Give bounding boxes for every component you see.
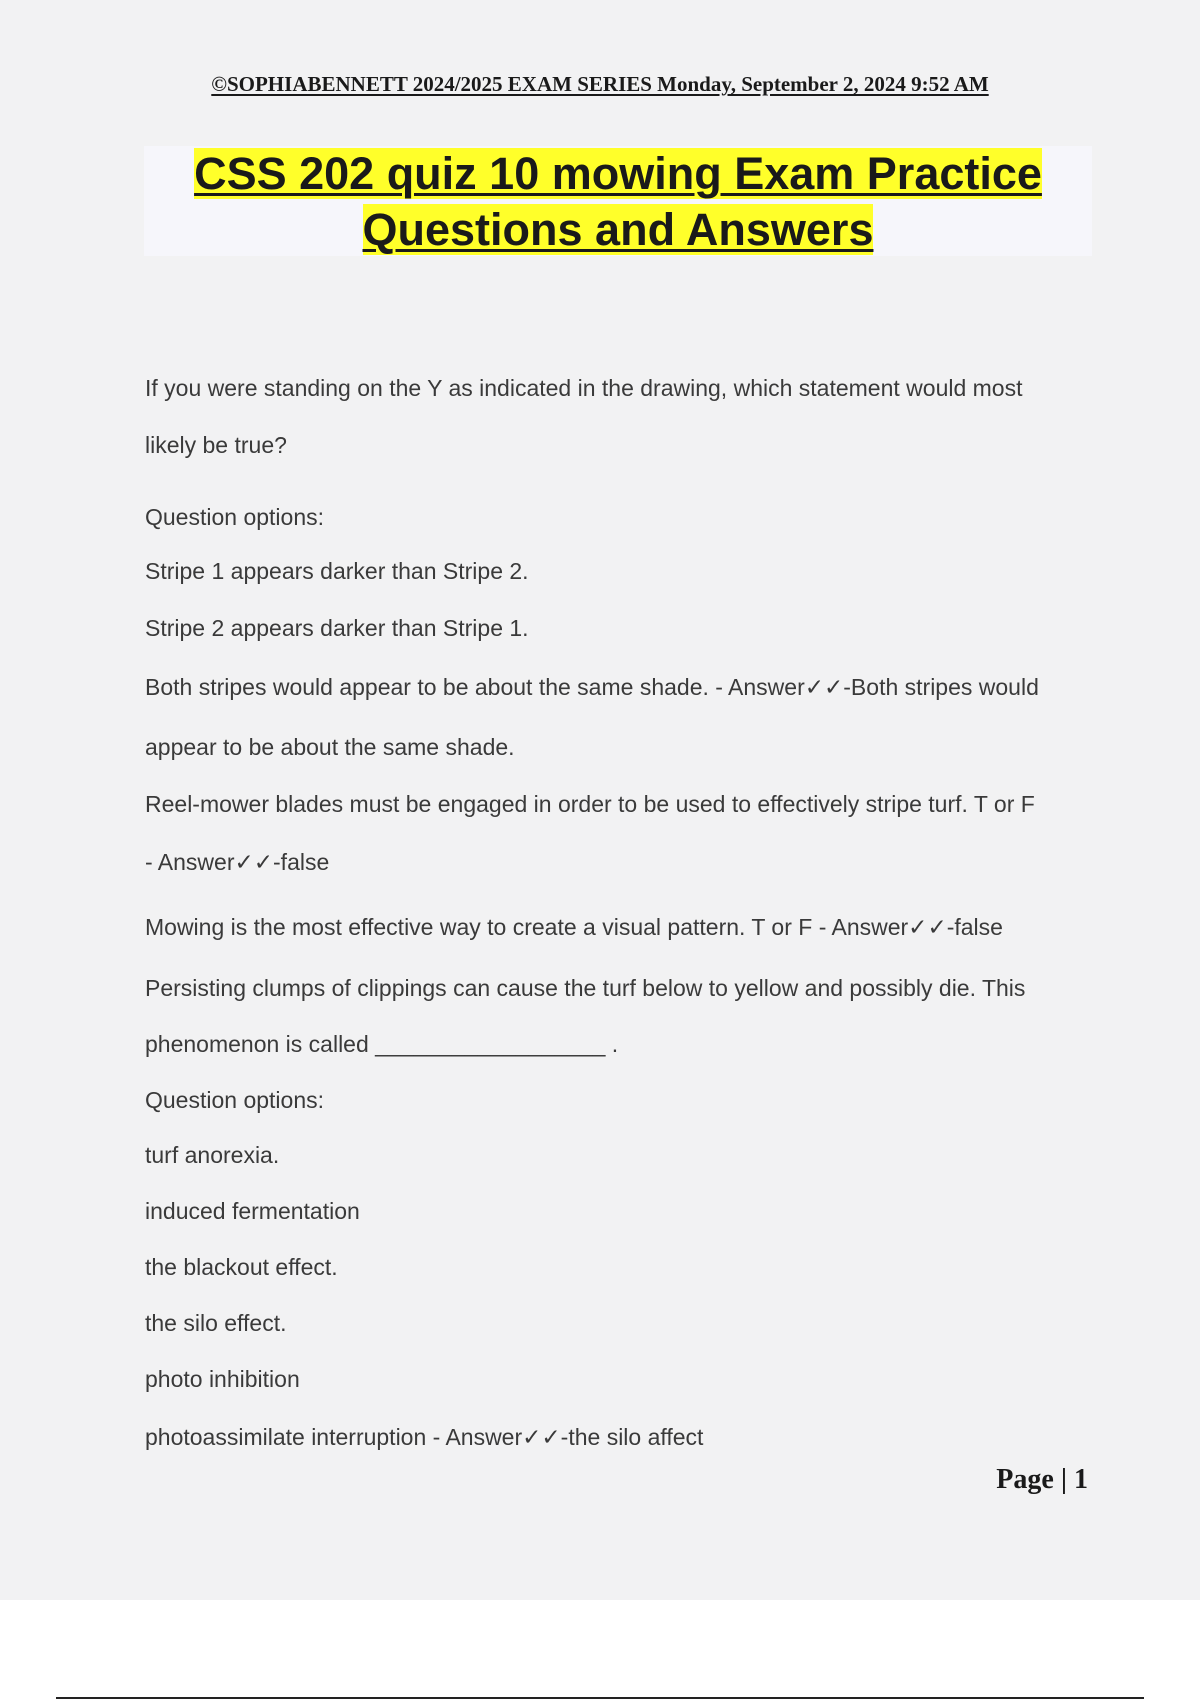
text-line: Question options:	[145, 504, 325, 530]
text-line: phenomenon is called __________________ .	[145, 1031, 619, 1057]
text-line: induced fermentation	[145, 1198, 360, 1224]
text-line: Reel-mower blades must be engaged in order to be used to effectively stripe turf. T or F	[145, 791, 1035, 817]
document-title	[144, 146, 1092, 256]
bottom-divider	[56, 1697, 1144, 1699]
text-line: appear to be about the same shade.	[145, 734, 515, 760]
document-header: ©SOPHIABENNETT 2024/2025 EXAM SERIES Monday, September 2, 2024 9:52 AM	[211, 72, 989, 96]
text-line: Stripe 1 appears darker than Stripe 2.	[145, 558, 529, 584]
text-line: the silo effect.	[145, 1310, 287, 1336]
text-line: Both stripes would appear to be about the same shade. - Answer✓✓-Both stripes would	[145, 674, 1039, 700]
text-line: If you were standing on the Y as indicated in the drawing, which statement would most	[145, 375, 1023, 401]
title-line-2: Questions and Answers	[362, 204, 874, 255]
text-line: photoassimilate interruption - Answer✓✓-the silo affect	[145, 1424, 704, 1450]
page-number: Page | 1	[996, 1464, 1088, 1495]
text-line: Question options:	[145, 1087, 325, 1113]
text-line: - Answer✓✓-false	[145, 849, 330, 875]
title-line-1: CSS 202 quiz 10 mowing Exam Practice	[194, 148, 1042, 199]
text-line: likely be true?	[145, 432, 287, 458]
text-line: the blackout effect.	[145, 1254, 338, 1280]
text-line: Persisting clumps of clippings can cause the turf below to yellow and possibly die. This	[145, 975, 1026, 1001]
text-line: Mowing is the most effective way to create a visual pattern. T or F - Answer✓✓-false	[145, 914, 1003, 940]
text-line: turf anorexia.	[145, 1142, 280, 1168]
text-line: photo inhibition	[145, 1366, 300, 1392]
text-line: Stripe 2 appears darker than Stripe 1.	[145, 615, 529, 641]
